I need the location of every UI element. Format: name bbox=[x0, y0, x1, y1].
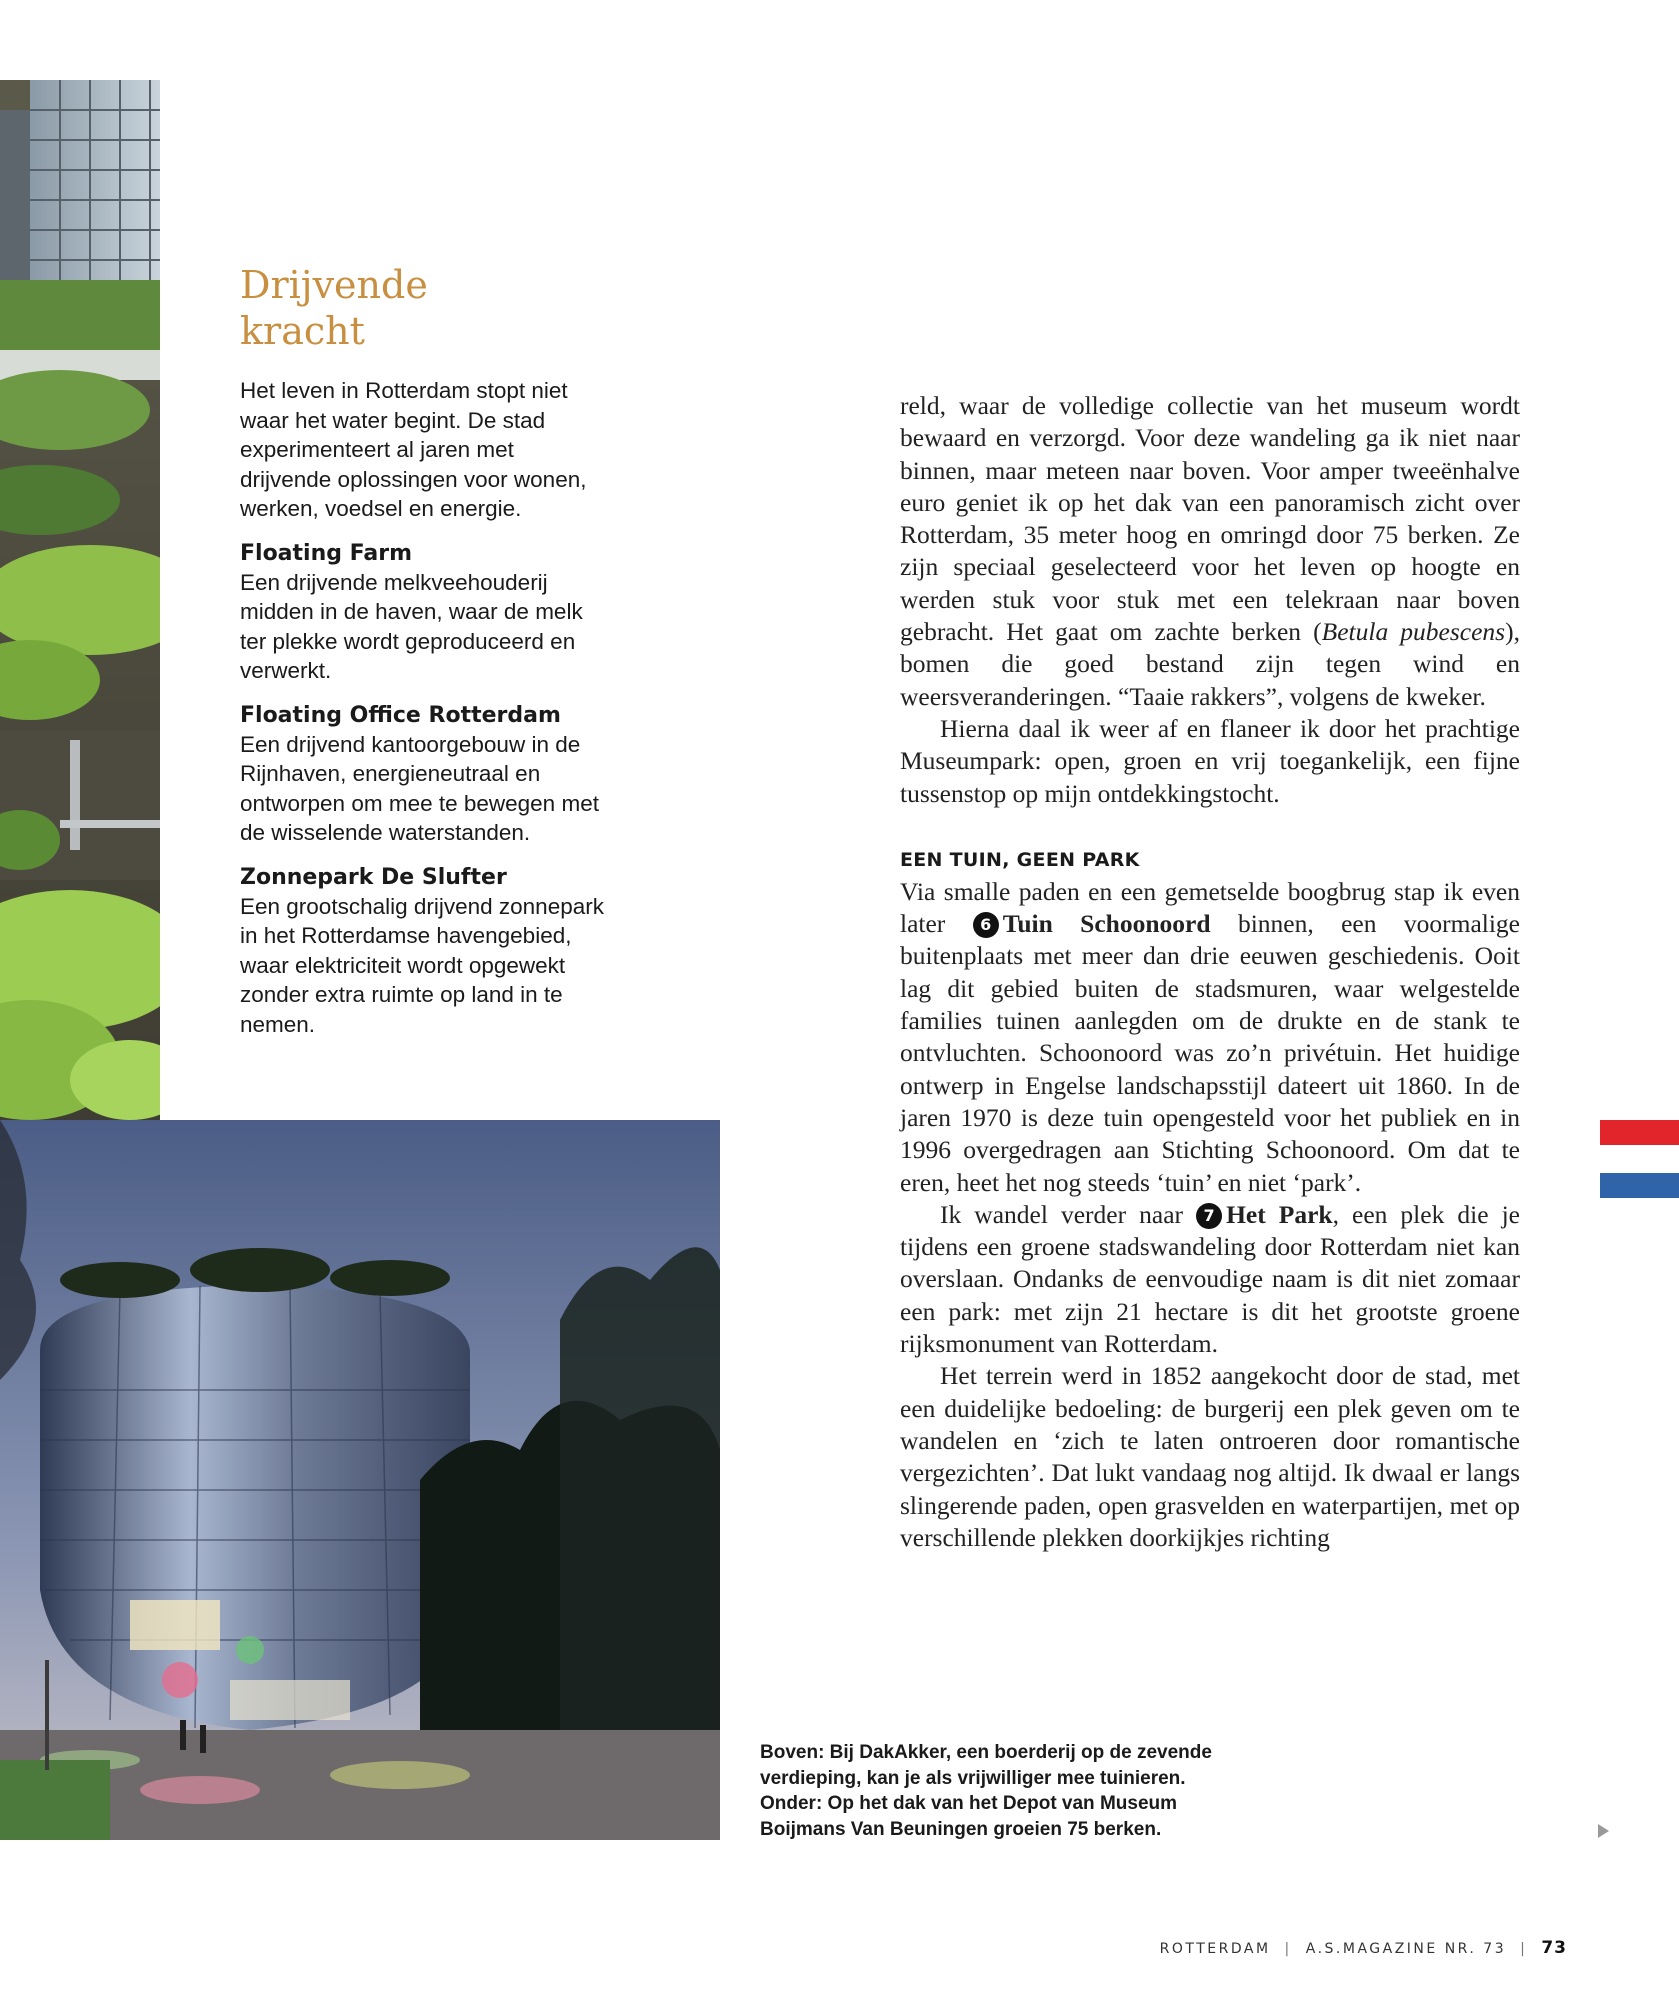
article-paragraph: Het terrein werd in 1852 aangekocht door de stad, met een duidelijke bedoeling: de burgerij een plek geven om te wandelen en ‘zich te laten ontroeren door romantische vergezichten’. Dat lukt vandaag nog altijd. Ik dwaal er langs slingerende paden, open grasvelden en waterpartijen, met op verschillende plekken doorkijkjes richting bbox=[900, 1361, 1520, 1552]
sidebar-item-text: Een drijvende melkveehouderij midden in de haven, waar de melk ter plekke wordt geproduceerd en verwerkt. bbox=[240, 569, 583, 683]
article-paragraph: Ik wandel verder naar 7 Het Park, een plek die je tijdens een groene stadswandeling door Rotterdam niet kan overslaan. Ondanks de eenvoudige naam is dit niet zomaar een park: met zijn 21 hectare is dit het grootste groene rijksmonument van Rotterdam. bbox=[900, 1199, 1520, 1359]
rooftop-garden-photo bbox=[0, 80, 160, 1120]
sidebar-title-line2: kracht bbox=[240, 309, 365, 353]
article-subheading: EEN TUIN, GEEN PARK bbox=[900, 848, 1140, 871]
sidebar-item-text: Een grootschalig drijvend zonnepark in het Rotterdamse havengebied, waar elektriciteit wordt opgewekt zonder extra ruimte op land in te nemen. bbox=[240, 893, 604, 1037]
flag-blue-stripe bbox=[1600, 1173, 1679, 1198]
species-name: Betula pubescens bbox=[1321, 617, 1506, 647]
caption-bottom: Onder: Op het dak van het Depot van Museum Boijmans Van Beuningen groeien 75 berken. bbox=[760, 1793, 1178, 1840]
sidebar-item-text: Een drijvend kantoorgebouw in de Rijnhaven, energieneutraal en ontworpen om mee te bewegen met de wisselende waterstanden. bbox=[240, 731, 599, 845]
article-paragraph: Via smalle paden en een gemetselde boogbrug stap ik even later 6 Tuin Schoonoord binnen, een voormalige buitenplaats met meer dan drie eeuwen geschiedenis. Ooit lag dit gebied buiten de stadsmuren, waar welgestelde families tuinen aanlegden om de drukte en de stank te ontvluchten. Schoonoord was zo’n privétuin. Het huidige ontwerp in Engelse landschapsstijl dateert uit 1860. In de jaren 1970 is deze tuin opengesteld voor het publiek en in 1996 overgedragen aan Stichting Schoonoord. Om dat te eren, heet het nog steeds ‘tuin’ en niet ‘park’. bbox=[900, 876, 1521, 1197]
poi-number-badge: 6 bbox=[973, 912, 999, 938]
sidebar-intro: Het leven in Rotterdam stopt niet waar het water begint. De stad experimenteert al jaren met drijvende oplossingen voor wonen, werken, voedsel en energie. bbox=[240, 378, 587, 521]
article-paragraph: reld, waar de volledige collectie van het museum wordt bewaard en verzorgd. Voor deze wandeling ga ik niet naar binnen, maar meteen naar boven. Voor amper tweeënhalve euro geniet ik op het dak van een panoramisch zicht over Rotterdam, 35 meter hoog en omringd door 75 berken. Ze zijn speciaal geselecteerd voor het leven op hoogte en werden stuk voor stuk met een telekraan naar boven gebracht. Het gaat om zachte berken (Betula pubescens), bomen die goed bestand zijn tegen wind en weersveranderingen. “Taaie rakkers”, volgens de kweker. bbox=[900, 391, 1520, 711]
poi-tuin-schoonoord: Tuin Schoonoord bbox=[1002, 909, 1211, 939]
photo-caption bbox=[760, 1740, 1220, 1842]
sidebar-item-zonnepark bbox=[240, 864, 610, 1040]
next-page-arrow-icon[interactable] bbox=[1598, 1824, 1609, 1838]
sidebar-item-heading: Zonnepark De Slufter bbox=[240, 864, 507, 890]
page-footer: ROTTERDAM | A.S.MAGAZINE NR. 73 | 73 bbox=[1159, 1938, 1567, 1958]
flag-white-stripe bbox=[1600, 1145, 1679, 1173]
depot-boijmans-photo bbox=[0, 1120, 720, 1840]
sidebar-item-floating-farm bbox=[240, 540, 610, 686]
footer-section: ROTTERDAM bbox=[1159, 1941, 1271, 1957]
dutch-flag-tab bbox=[1600, 1120, 1679, 1198]
sidebar-title-line1: Drijvende bbox=[240, 263, 428, 307]
poi-number-badge: 7 bbox=[1196, 1203, 1222, 1229]
page-number: 73 bbox=[1541, 1938, 1567, 1958]
poi-het-park: Het Park bbox=[1226, 1199, 1333, 1229]
caption-top: Boven: Bij DakAkker, een boerderij op de zevende verdieping, kan je als vrijwilliger mee tuinieren. bbox=[760, 1742, 1212, 1789]
sidebar-item-floating-office bbox=[240, 702, 610, 848]
footer-magazine: A.S.MAGAZINE NR. 73 bbox=[1305, 1941, 1507, 1957]
flag-red-stripe bbox=[1600, 1120, 1679, 1145]
sidebar-item-heading: Floating Farm bbox=[240, 540, 413, 566]
article-paragraph: Hierna daal ik weer af en flaneer ik door het prachtige Museumpark: open, groen en vrij toegankelijk, een fijne tussenstop op mijn ontdekkingstocht. bbox=[900, 713, 1520, 808]
sidebar-item-heading: Floating Office Rotterdam bbox=[240, 702, 561, 728]
sidebar-title bbox=[240, 262, 610, 354]
sidebar-drijvende-kracht bbox=[240, 262, 610, 1055]
article-body bbox=[900, 390, 1520, 1554]
